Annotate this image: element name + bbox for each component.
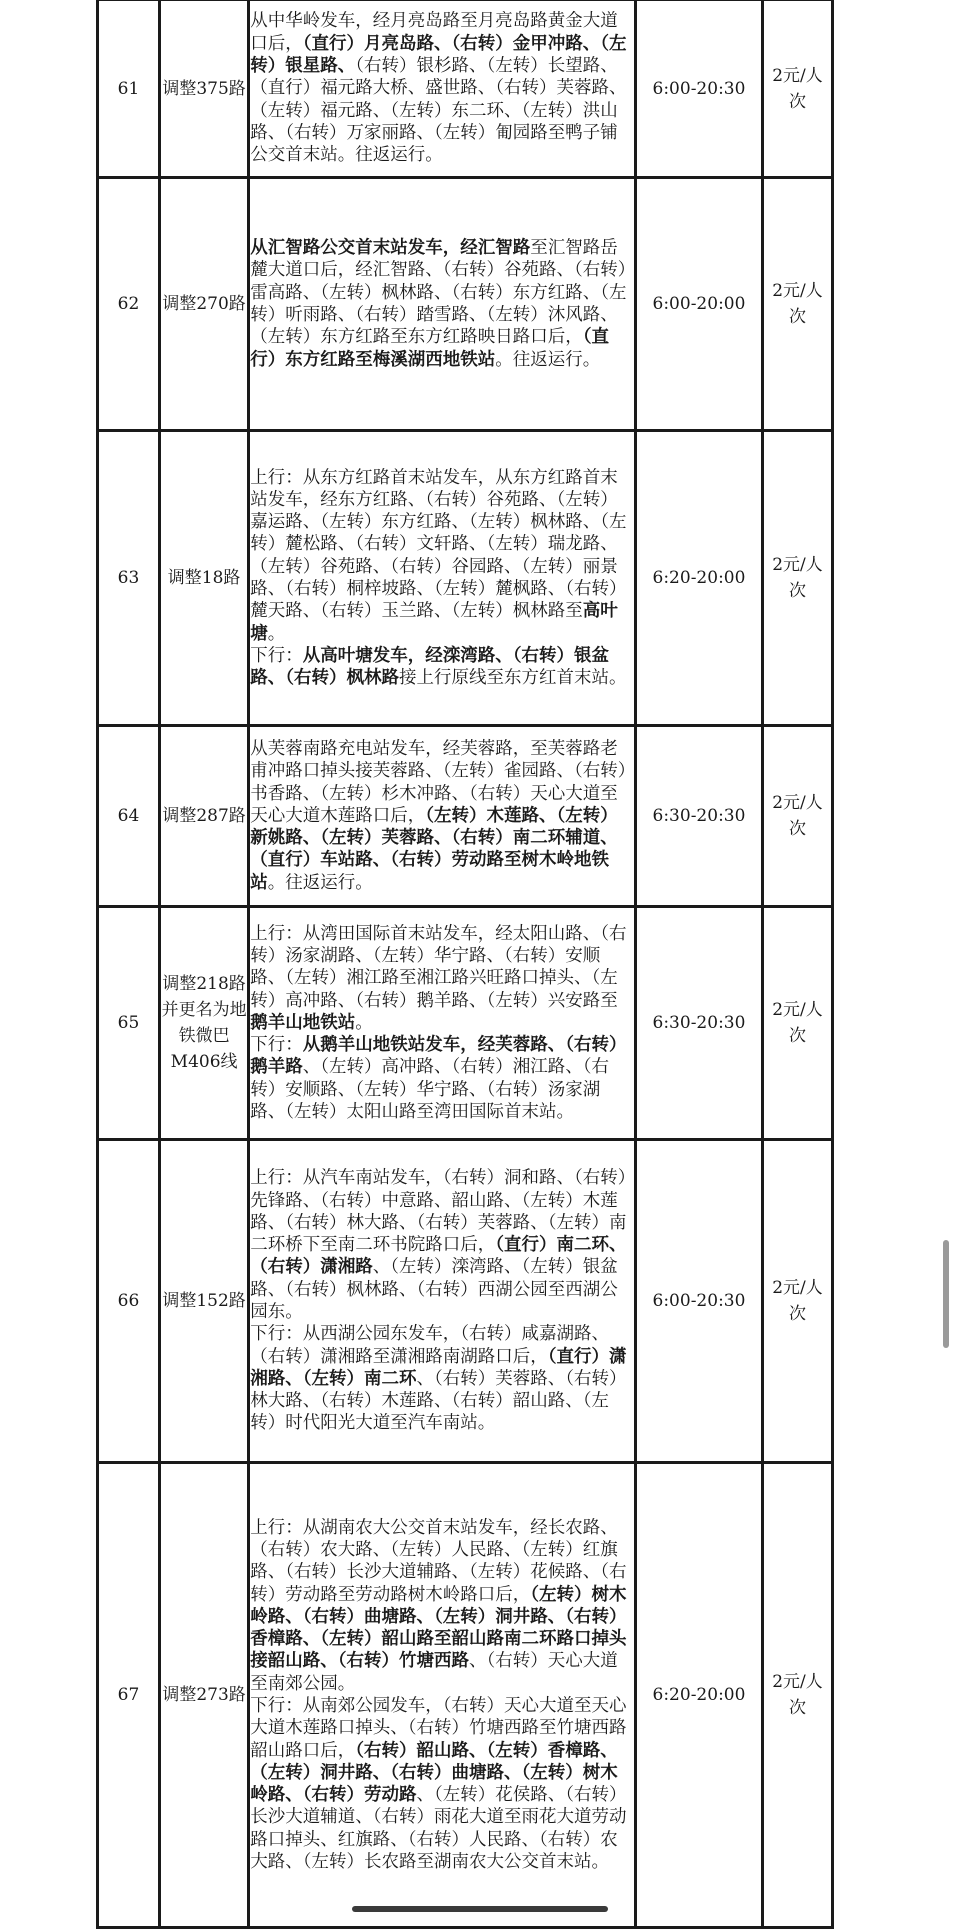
route-text: 下行： [250, 1035, 303, 1056]
table-row [98, 726, 833, 907]
route-paragraph [250, 1034, 634, 1123]
route-text: 、（右转）芙蓉路、（右转）林大路、（右转）木莲路、（右转）韶山路、（左转）时代阳光大道至汽车南站。 [250, 1368, 627, 1434]
row-number: 63 [98, 431, 160, 726]
service-hours: 6:00-20:30 [636, 1140, 763, 1463]
route-text: （右转）银杉路、（左转）长望路、（直行）福元路大桥、盛世路、（右转）芙蓉路、（左转）福元路、（左转）东二环、（左转）洪山路、（右转）万家丽路、（左转）匍园路至鸭子铺公交首末站。往返运行。 [250, 56, 627, 166]
route-name: 调整287路 [159, 726, 248, 907]
route-text: 从中华岭发车，经月亮岛路至月亮岛路黄金大道口后， [250, 11, 618, 54]
service-hours: 6:00-20:00 [636, 178, 763, 431]
route-name: 调整18路 [159, 431, 248, 726]
route-name: 调整270路 [159, 178, 248, 431]
fare: 2元/人次 [762, 0, 832, 178]
route-description [249, 178, 636, 431]
route-description [249, 1463, 636, 1928]
route-text: 上行：从汽车南站发车，（右转）洞和路、（右转）先锋路、（右转）中意路、韶山路、（左转）木莲路、（右转）林大路、（右转）芙蓉路、（左转）南二环桥下至南二环书院路口后， [250, 1168, 627, 1256]
route-text-bold: （直行）月亮岛路、（右转）金甲冲路、（左转）银星路、 [250, 33, 627, 77]
route-description [249, 431, 636, 726]
route-text: 、（左转）滦湾路、（左转）银盆路、（右转）枫林路、（右转）西湖公园至西湖公园东。 [250, 1257, 618, 1322]
route-description [249, 907, 636, 1140]
route-paragraph [250, 923, 634, 1034]
route-text: 接上行原线至东方红首末站。 [399, 668, 627, 689]
row-number: 65 [98, 907, 160, 1140]
route-text-bold: 高叶塘 [250, 601, 618, 644]
route-description [249, 1140, 636, 1463]
route-text: 下行：从南郊公园发车，（右转）天心大道至天心大道木莲路口掉头、（右转）竹塘西路至竹塘西路韶山路口后， [250, 1696, 627, 1761]
route-paragraph [250, 738, 634, 894]
route-text-bold: 从汇智路公交首末站发车，经汇智路 [250, 238, 531, 259]
route-text: 上行：从东方红路首末站发车，从东方红路首末站发车，经东方红路、（右转）谷苑路、（左转）嘉运路、（左转）东方红路、（左转）枫林路、（左转）麓松路、（右转）文轩路、（左转）瑞龙路、（左转）谷苑路、（右转）谷园路、（左转）丽景路、（右转）桐梓坡路、（左转）麓枫路、（右转）麓天路、（右转）玉兰路、（左转）枫林路至 [250, 467, 627, 622]
route-text-bold: （左转）木莲路、（左转）新姚路、（左转）芙蓉路、（右转）南二环辅道、（直行）车站路、（右转）劳动路至树木岭地铁站 [250, 805, 618, 893]
route-text-bold: 从高叶塘发车，经滦湾路、（右转）银盆路、（右转）枫林路 [250, 645, 609, 689]
route-text-bold: （右转）韶山路、（左转）香樟路、（左转）洞井路、（右转）曲塘路、（左转）树木岭路、（右转）劳动路 [250, 1740, 618, 1806]
route-text-bold: 鹅羊山地铁站 [250, 1012, 356, 1033]
route-text-bold: （直行）潇湘路、（左转）南二环 [250, 1346, 627, 1389]
route-text: 、（右转）天心大道至南郊公园。 [250, 1651, 618, 1694]
home-indicator-bar[interactable] [352, 1906, 608, 1912]
fare: 2元/人次 [762, 178, 832, 431]
route-paragraph [250, 237, 634, 371]
route-text: 、（左转）高冲路、（右转）湘江路、（右转）安顺路、（左转）华宁路、（右转）汤家湖路、（左转）太阳山路至湾田国际首末站。 [250, 1057, 609, 1123]
route-text: 下行： [250, 645, 303, 666]
fare: 2元/人次 [762, 431, 832, 726]
service-hours: 6:20-20:00 [636, 431, 763, 726]
route-text-bold: （直行）南二环、（右转）潇湘路 [250, 1235, 627, 1278]
row-number: 67 [98, 1463, 160, 1928]
route-text-bold: 从鹅羊山地铁站发车，经芙蓉路、（右转）鹅羊路 [250, 1035, 627, 1078]
table-row [98, 907, 833, 1140]
route-paragraph [250, 467, 634, 645]
route-paragraph [250, 10, 634, 166]
route-name: 调整218路并更名为地铁微巴M406线 [159, 907, 248, 1140]
service-hours: 6:30-20:30 [636, 726, 763, 907]
table-row [98, 1463, 833, 1928]
route-text: 从芙蓉南路充电站发车，经芙蓉路，至芙蓉路老甫冲路口掉头接芙蓉路、（左转）雀园路、（右转）书香路、（左转）杉木冲路、（右转）天心大道至天心大道木莲路口后， [250, 738, 627, 826]
table-row [98, 178, 833, 431]
service-hours: 6:20-20:00 [636, 1463, 763, 1928]
row-number: 66 [98, 1140, 160, 1463]
route-text: 上行：从湾田国际首末站发车，经太阳山路、（右转）汤家湖路、（左转）华宁路、（右转）安顺路、（左转）湘江路至湘江路兴旺路口掉头、（左转）高冲路、（右转）鹅羊路、（左转）兴安路至 [250, 923, 627, 1011]
fare: 2元/人次 [762, 1140, 832, 1463]
route-description [249, 0, 636, 178]
row-number: 64 [98, 726, 160, 907]
route-text-bold: （左转）树木岭路、（右转）曲塘路、（左转）洞井路、（右转）香樟路、（左转）韶山路至韶山路南二环路口掉头接韶山路、（右转）竹塘西路 [250, 1584, 627, 1672]
route-text: 上行：从湖南农大公交首末站发车，经长农路、（右转）农大路、（左转）人民路、（左转）红旗路、（右转）长沙大道辅路、（左转）花候路、（右转）劳动路至劳动路树木岭路口后， [250, 1517, 627, 1605]
table-row [98, 1140, 833, 1463]
route-description [249, 726, 636, 907]
row-number: 62 [98, 178, 160, 431]
route-paragraph [250, 1167, 634, 1323]
fare: 2元/人次 [762, 726, 832, 907]
route-text: 。 [267, 623, 286, 644]
route-paragraph [250, 1695, 634, 1873]
route-name: 调整152路 [159, 1140, 248, 1463]
route-paragraph [250, 1517, 634, 1695]
table-row [98, 431, 833, 726]
table-row [98, 0, 833, 178]
route-text: 。 [355, 1012, 373, 1033]
scrollbar-thumb[interactable] [943, 1240, 949, 1348]
route-paragraph [250, 645, 634, 690]
route-text: 。往返运行。 [267, 872, 373, 893]
route-paragraph [250, 1323, 634, 1434]
route-name: 调整273路 [159, 1463, 248, 1928]
route-table-body [98, 0, 833, 1928]
fare: 2元/人次 [762, 907, 832, 1140]
route-table [96, 0, 834, 1929]
route-text-bold: （直行）东方红路至梅溪湖西地铁站 [250, 327, 609, 370]
route-text: 下行：从西湖公园东发车，（右转）咸嘉湖路、（右转）潇湘路至潇湘路南湖路口后， [250, 1324, 609, 1367]
route-text: 、（左转）花侯路、（右转）长沙大道辅道、（右转）雨花大道至雨花大道劳动路口掉头、红旗路、（右转）人民路、（右转）农大路、（左转）长农路至湖南农大公交首末站。 [250, 1785, 627, 1873]
route-text: 。往返运行。 [495, 349, 601, 370]
route-text: 至汇智路岳麓大道口后，经汇智路、（右转）谷苑路、（右转）雷高路、（左转）枫林路、（右转）东方红路、（左转）听雨路、（右转）踏雪路、（左转）沐风路、（左转）东方红路至东方红路映日路口后， [250, 238, 627, 348]
fare: 2元/人次 [762, 1463, 832, 1928]
row-number: 61 [98, 0, 160, 178]
service-hours: 6:00-20:30 [636, 0, 763, 178]
route-name: 调整375路 [159, 0, 248, 178]
service-hours: 6:30-20:30 [636, 907, 763, 1140]
